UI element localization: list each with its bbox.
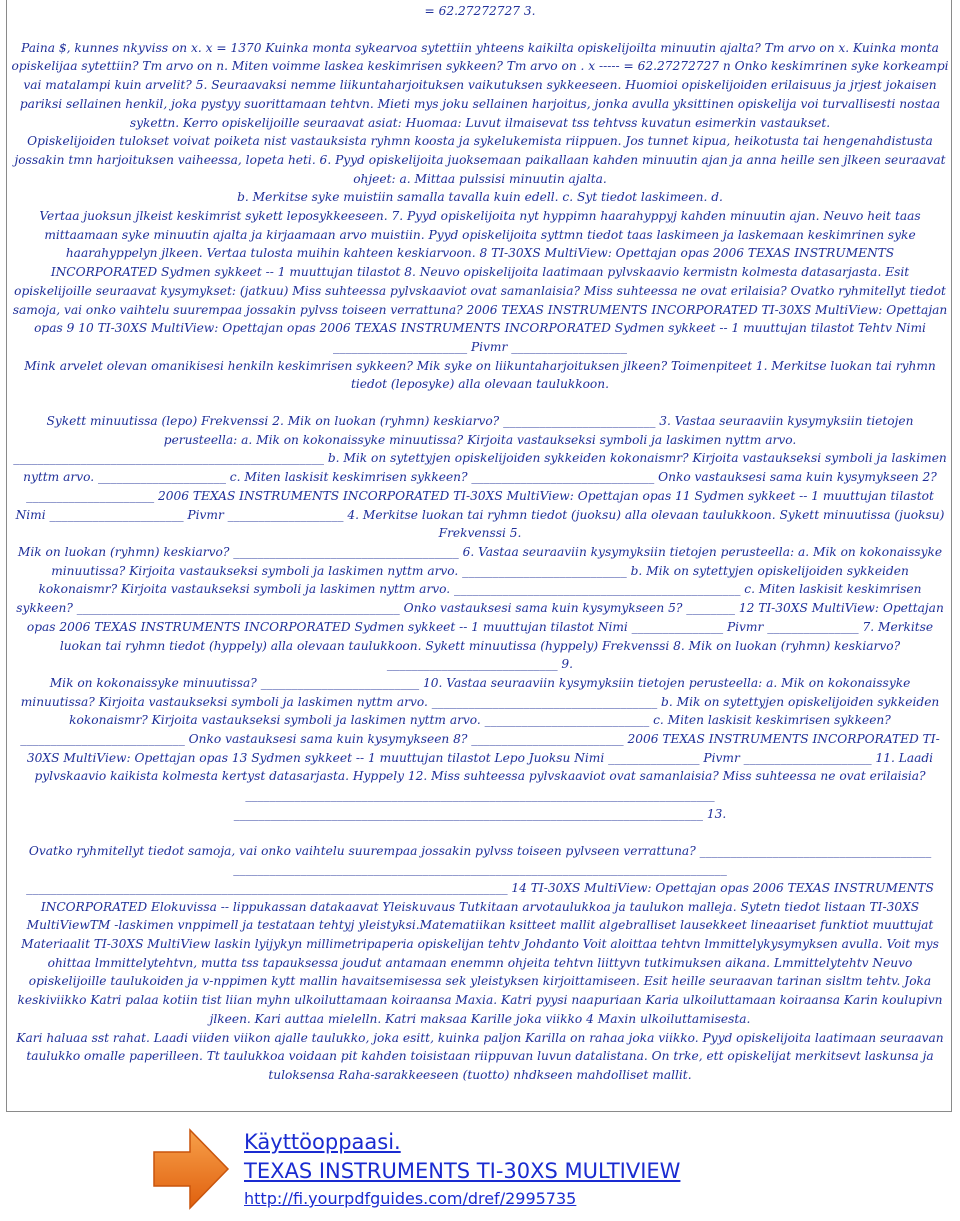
paragraph: _______________________________________________________________________________ 14 TI-30XS MultiView: Opettajan opas 2006 TEXAS INSTRUMENTS INCORPORATED Elokuvissa -- lippukassan datakaavat Yleiskuvaus Tutkitaan arvotaulukkoa ja taulukon malleja. Sytetn tiedot listaan TI-30XS MultiViewTM -laskimen vnppimell ja testataan tehtyj yleistyksi.Matematiikan ksitteet mallit algebralliset lausekkeet lineaariset funktiot muuttujat Materiaalit TI-30XS MultiView laskin lyijykyn millimetripaperia opiskelijan tehtv Johdanto Voit aloittaa tehtvn lmmittelykysymyksen avulla. Voit mys ohittaa lmmittelytehtvn, mutta tss tapauksessa joudut antamaan enemmn ohjeita tehtvn liittyvn tutkimuksen aikana. Lmmittelytehtv Neuvo opiskelijoille taulukoiden ja v-nppimen kytt mallin havaitsemisessa sek yleistyksen kirjoittamiseen. Esit heille seuraavan tarinan sisltm tehtv. Joka keskiviikko Katri palaa kotiin tist liian myhn ulkoiluttamaan koiraansa Maxia. Katri pyysi naapuriaan Karia ulkoiluttamaan koiraansa Karin koulupivn jlkeen. Kari auttaa mielelln. Katri maksaa Karille joka viikko 4 Maxin ulkoiluttamisesta.	[17, 880, 943, 1026]
manual-link[interactable]: Käyttöoppaasi.	[244, 1130, 401, 1154]
paragraph: Vertaa juoksun jlkeist keskimrist sykett leposykkeeseen. 7. Pyyd opiskelijoita nyt hyppimn haarahyppyj kahden minuutin ajan. Neuvo heit taas mittaamaan syke minuutin ajalta ja kirjaamaan arvo muistiin. Pyyd opiskelijoita syttmn tiedot taas laskimeen ja laskemaan keskimrinen syke haarahyppelyn jlkeen. Vertaa tulosta muihin kahteen keskiarvoon. 8 TI-30XS MultiView: Opettajan opas 2006 TEXAS INSTRUMENTS INCORPORATED Sydmen sykkeet -- 1 muuttujan tilastot 8. Neuvo opiskelijoita laatimaan pylvskaavio kermistn kolmesta datasarjasta. Esit opiskelijoille seuraavat kysymykset: (jatkuu) Miss suhteessa pylvskaaviot ovat samanlaisia? Miss suhteessa ne ovat erilaisia? Ovatko ryhmitellyt tiedot samoja, vai onko vaihtelu suurempaa jossakin pylvss toiseen verrattuna? 2006 TEXAS INSTRUMENTS INCORPORATED TI-30XS MultiView: Opettajan opas 9 10 TI-30XS MultiView: Opettajan opas 2006 TEXAS INSTRUMENTS INCORPORATED Sydmen sykkeet -- 1 muuttujan tilastot Tehtv Nimi ______________________ Pivmr ___________________	[12, 209, 948, 354]
paragraph: Paina $, kunnes nkyviss on x. x = 1370 Kuinka monta sykearvoa sytettiin yhteens kaikilta opiskelijoilta minuutin ajalta? Tm arvo on x. Kuinka monta opiskelijaa sytettiin? Tm arvo on n. Miten voimme laskea keskimrisen sykkeen? Tm arvo on . x ----- = 62.27272727 n Onko keskimrinen syke korkeampi vai matalampi kuin arvelit? 5. Seuraavaksi nemme liikuntaharjoituksen vaikutuksen sykkeeseen. Huomioi opiskelijoiden erilaisuus ja jrjest jokaisen pariksi sellainen henkil, joka pystyy suorittamaan tehtvn. Mieti mys joku sellainen harjoitus, jonka avulla yksittinen opiskelija voi turvallisesti nostaa sykettn. Kerro opiskelijoille seuraavat asiat: Huomaa: Luvut ilmaisevat tss tehtvss kuvatun esimerkin vastaukset.	[11, 40, 949, 130]
paragraph-result-line: = 62.27272727 3.	[424, 4, 536, 18]
url-link[interactable]: http://fi.yourpdfguides.com/dref/2995735	[244, 1189, 577, 1208]
paragraph: Mink arvelet olevan omanikisesi henkiln keskimrisen sykkeen? Mik syke on liikuntaharjoituksen jlkeen? Toimenpiteet 1. Merkitse luokan tai ryhmn tiedot (leposyke) alla olevaan taulukkoon.	[24, 358, 936, 392]
paragraph: Sykett minuutissa (lepo) Frekvenssi 2. Mik on luokan (ryhmn) keskiarvo? _________________________ 3. Vastaa seuraaviin kysymyksiin tietojen perusteella: a. Mik on kokonaissyke minuutissa? Kirjoita vastaukseksi symboli ja laskimen nyttm arvo. ___________________________________________________ b. Mik on sytettyjen opiskelijoiden sykkeiden kokonaismr? Kirjoita vastaukseksi symboli ja laskimen nyttm arvo. _____________________ c. Miten laskisit keskimrisen sykkeen? ______________________________ Onko vastauksesi sama kuin kysymykseen 2? _____________________ 2006 TEXAS INSTRUMENTS INCORPORATED TI-30XS MultiView: Opettajan opas 11 Sydmen sykkeet -- 1 muuttujan tilastot Nimi ______________________ Pivmr ___________________ 4. Merkitse luokan tai ryhmn tiedot (juoksu) alla olevaan taulukkoon. Sykett minuutissa (juoksu) Frekvenssi 5.	[13, 414, 947, 541]
paragraph: Mik on luokan (ryhmn) keskiarvo? _____________________________________ 6. Vastaa seuraaviin kysymyksiin tietojen perusteella: a. Mik on kokonaissyke minuutissa? Kirjoita vastaukseksi symboli ja laskimen nyttm arvo. ___________________________ b. Mik on sytettyjen opiskelijoiden sykkeiden kokonaismr? Kirjoita vastaukseksi symboli ja laskimen nyttm arvo. _______________________________________________ c. Miten laskisit keskimrisen sykkeen? _____________________________________________________ Onko vastauksesi sama kuin kysymykseen 5? ________ 12 TI-30XS MultiView: Opettajan opas 2006 TEXAS INSTRUMENTS INCORPORATED Sydmen sykkeet -- 1 muuttujan tilastot Nimi _______________ Pivmr _______________ 7. Merkitse luokan tai ryhmn tiedot (hyppely) alla olevaan taulukkoon. Sykett minuutissa (hyppely) Frekvenssi 8. Mik on luokan (ryhmn) keskiarvo? ____________________________ 9.	[16, 544, 944, 672]
arrow-right-icon	[150, 1124, 230, 1214]
paragraph: Ovatko ryhmitellyt tiedot samoja, vai onko vaihtelu suurempaa jossakin pylvss toiseen pylvseen verrattuna? ______________________________________	[28, 843, 932, 858]
answer-line: _____________________________________________________________________________	[245, 788, 715, 803]
answer-line: _____________________________________________________________________________ 13.	[233, 806, 727, 821]
paragraph: Mik on kokonaissyke minuutissa? __________________________ 10. Vastaa seuraaviin kysymyksiin tietojen perusteella: a. Mik on kokonaissyke minuutissa? Kirjoita vastaukseksi symboli ja laskimen nyttm arvo. _____________________________________ b. Mik on sytettyjen opiskelijoiden sykkeiden kokonaismr? Kirjoita vastaukseksi symboli ja laskimen nyttm arvo. ___________________________ c. Miten laskisit keskimrisen sykkeen? ___________________________ Onko vastauksesi sama kuin kysymykseen 8? _________________________ 2006 TEXAS INSTRUMENTS INCORPORATED TI-30XS MultiView: Opettajan opas 13 Sydmen sykkeet -- 1 muuttujan tilastot Lepo Juoksu Nimi _______________ Pivmr _____________________ 11. Laadi pylvskaavio kaikista kolmesta kertyst datasarjasta. Hyppely 12. Miss suhteessa pylvskaaviot ovat samanlaisia? Miss suhteessa ne ovat erilaisia?	[20, 675, 940, 784]
download-footer	[150, 1124, 950, 1216]
paragraph: b. Merkitse syke muistiin samalla tavalla kuin edell. c. Syt tiedot laskimeen. d.	[237, 190, 723, 205]
product-link[interactable]: TEXAS INSTRUMENTS TI-30XS MULTIVIEW	[244, 1159, 681, 1183]
document-frame	[6, 0, 952, 1112]
footer-links	[244, 1128, 680, 1212]
answer-line: _________________________________________________________________________________	[233, 862, 727, 877]
paragraph: Kari haluaa sst rahat. Laadi viiden viikon ajalle taulukko, joka esitt, kuinka paljon Karilla on rahaa joka viikko. Pyyd opiskelijoita laatimaan seuraavan taulukko omalle paperilleen. Tt taulukkoa voidaan pit kahden toisistaan riippuvan luvun datalistana. On trke, ett opiskelijat merkitsevt laskunsa ja tuloksensa Raha-sarakkeeseen (tuotto) nhdkseen mahdolliset mallit.	[16, 1030, 944, 1082]
paragraph: Opiskelijoiden tulokset voivat poiketa nist vastauksista ryhmn koosta ja sykelukemista riippuen. Jos tunnet kipua, heikotusta tai hengenahdistusta jossakin tmn harjoituksen vaiheessa, lopeta heti. 6. Pyyd opiskelijoita juoksemaan paikallaan kahden minuutin ajan ja anna heille sen jlkeen seuraavat ohjeet: a. Mittaa pulssisi minuutin ajalta.	[14, 134, 946, 186]
document-text	[7, 0, 953, 1085]
